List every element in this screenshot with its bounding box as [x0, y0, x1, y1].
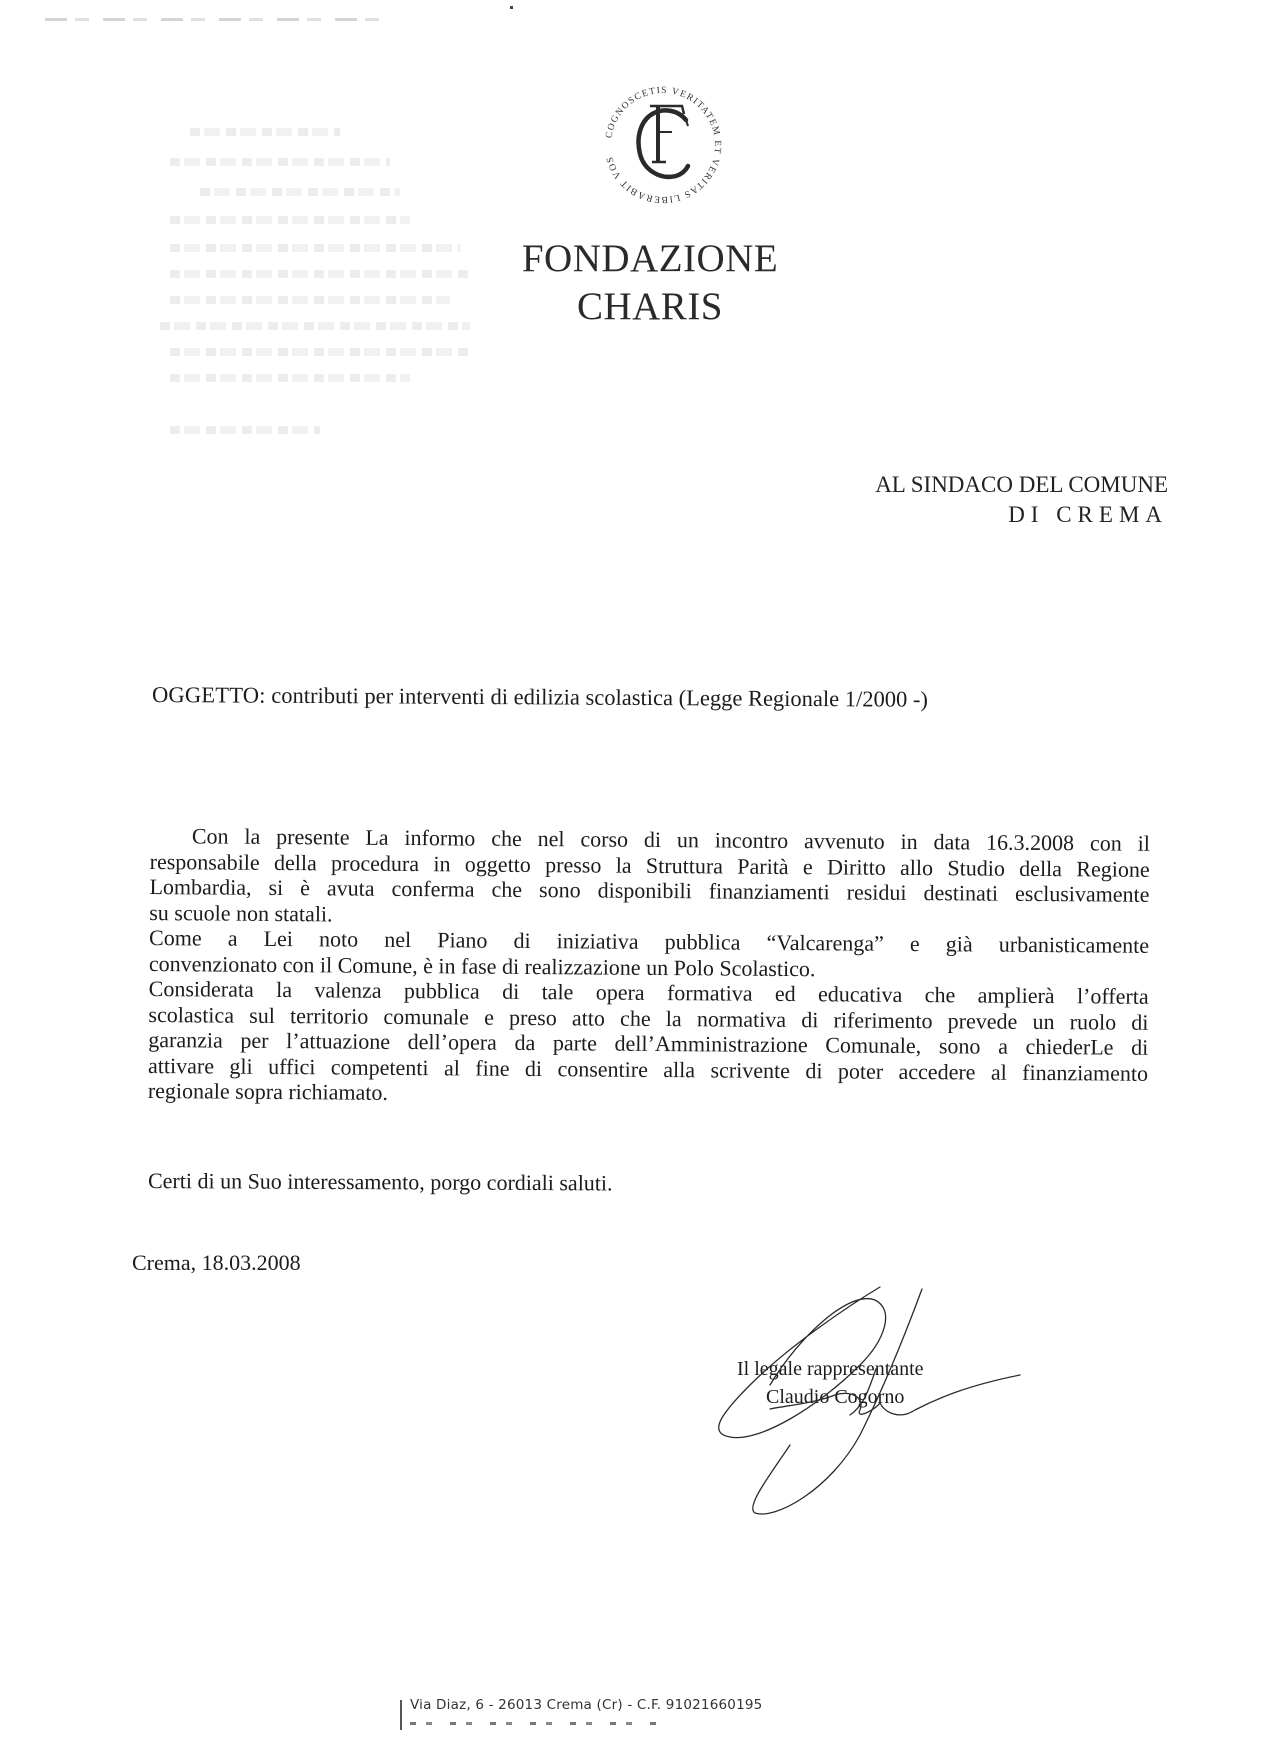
scan-artifact-dot	[510, 6, 513, 9]
scan-artifact-dashes	[45, 18, 385, 21]
recipient-line1: AL SINDACO DEL COMUNE	[875, 472, 1168, 497]
organization-name-line2: CHARIS	[576, 285, 724, 328]
subject-line	[152, 682, 928, 713]
closing-salutation: Certi di un Suo interessamento, porgo cordiali saluti.	[147, 1168, 613, 1196]
signatory-name: Claudio Cogorno	[766, 1386, 905, 1408]
subject-label: OGGETTO:	[151, 682, 266, 708]
body-line: su scuole non statali.	[149, 899, 333, 926]
logo-motto: COGNOSCETIS VERITATEM ET VERITAS LIBERABIT VOS	[604, 85, 723, 205]
svg-text:COGNOSCETIS VERITATEM ET VERIT	[604, 86, 722, 204]
body-line: Come a Lei noto nel Piano di iniziativa pubblica “Valcarenga” e già urbanisticamente	[149, 924, 1150, 958]
footer-address: Via Diaz, 6 - 26013 Crema (Cr) - C.F. 91021660195	[410, 1697, 763, 1713]
subject-text: contributi per interventi di edilizia scolastica (Legge Regionale 1/2000 -)	[271, 682, 929, 712]
body-line: regionale sopra richiamato.	[147, 1077, 389, 1105]
body-line: Considerata la valenza pubblica di tale opera formativa ed educativa che amplierà l’offerta	[148, 975, 1149, 1009]
organization-name-line1: FONDAZIONE	[521, 237, 779, 280]
body-line: garanzia per l’attuazione dell’opera da parte dell’Amministrazione Comunale, sono a chiederLe di	[148, 1026, 1149, 1060]
body-line: Lombardia, si è avuta conferma che sono disponibili finanziamenti residui destinati esclusivamente	[149, 873, 1150, 907]
foundation-logo-seal	[598, 80, 728, 210]
recipient-line2: DI CREMA	[1008, 502, 1168, 527]
letter-body	[148, 823, 1150, 1111]
footer-cutoff-line	[410, 1718, 660, 1728]
body-line: attivare gli uffici competenti al fine di consentire alla scrivente di poter accedere al finanziamento	[148, 1052, 1149, 1086]
body-line: convenzionato con il Comune, è in fase di realizzazione un Polo Scolastico.	[148, 950, 816, 981]
place-and-date: Crema, 18.03.2008	[132, 1250, 301, 1275]
body-line: scolastica sul territorio comunale e preso atto che la normativa di riferimento prevede un ruolo di	[148, 1001, 1149, 1035]
body-line: responsabile della procedura in oggetto presso la Struttura Parità e Diritto allo Studio della Regione	[149, 848, 1150, 882]
monogram-seal-icon	[598, 80, 728, 210]
body-line: Con la presente La informo che nel corso di un incontro avvenuto in data 16.3.2008 con il	[191, 823, 1150, 856]
footer-divider	[400, 1700, 402, 1730]
signatory-title: Il legale rappresentante	[737, 1358, 924, 1380]
